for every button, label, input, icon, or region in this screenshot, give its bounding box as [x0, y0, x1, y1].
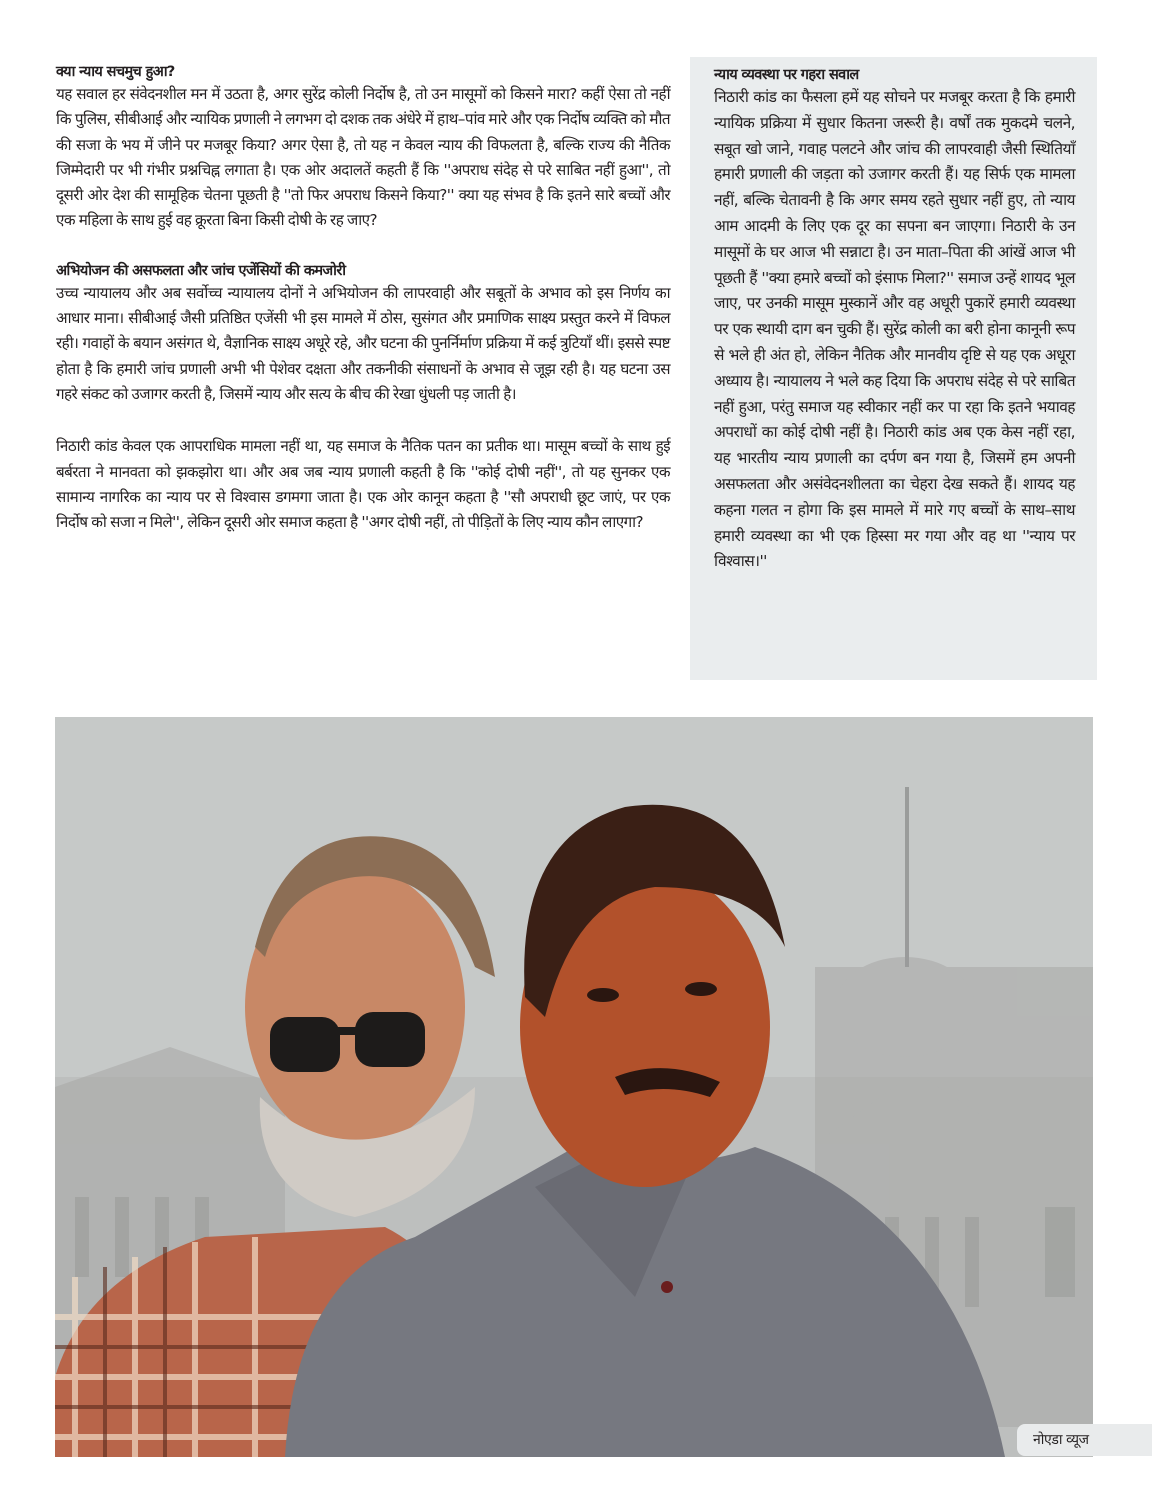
section-justice-done [56, 62, 670, 234]
section-body: यह सवाल हर संवेदनशील मन में उठता है, अगर सुरेंद्र कोली निर्दोष है, तो उन मासूमों को किसने मारा? कहीं ऐसा तो नहीं कि पुलिस, सीबीआई और न्यायिक प्रणाली ने लगभग दो दशक तक अंधेरे में हाथ–पांव मारे और एक निर्दोष व्यक्ति को मौत की सजा के भय में जीने पर मजबूर किया? अगर ऐसा है, तो यह न केवल न्याय की विफलता है, बल्कि राज्य की नैतिक जिम्मेदारी पर भी गंभीर प्रश्नचिह्न लगाता है। एक ओर अदालतें कहती हैं कि ''अपराध संदेह से परे साबित नहीं हुआ'', तो दूसरी ओर देश की सामूहिक चेतना पूछती है ''तो फिर अपराध किसने किया?'' क्या यह संभव है कि इतने सारे बच्चों और एक महिला के साथ हुई वह क्रूरता बिना किसी दोषी के रह जाए? [56, 85, 670, 230]
article-photo [55, 717, 1093, 1457]
section-prosecution-failure [56, 261, 670, 407]
main-column [56, 62, 670, 562]
section-body: उच्च न्यायालय और अब सर्वोच्च न्यायालय दोनों ने अभियोजन की लापरवाही और सबूतों के अभाव को इस निर्णय का आधार माना। सीबीआई जैसी प्रतिष्ठित एजेंसी भी इस मामले में ठोस, सुसंगत और प्रमाणिक साक्ष्य प्रस्तुत करने में विफल रही। गवाहों के बयान असंगत थे, वैज्ञानिक साक्ष्य अधूरे रहे, और घटना की पुनर्निर्माण प्रक्रिया में कई त्रुटियाँ थीं। इससे स्पष्ट होता है कि हमारी जांच प्रणाली अभी भी पेशेवर दक्षता और तकनीकी संसाधनों के अभाव से जूझ रही है। यह घटना उस गहरे संकट को उजागर करती है, जिसमें न्याय और सत्य के बीच की रेखा धुंधली पड़ जाती है। [56, 283, 670, 403]
section-heading: क्या न्याय सचमुच हुआ? [56, 64, 175, 80]
photo-illustration [55, 717, 1093, 1457]
sidebar-heading: न्याय व्यवस्था पर गहरा सवाल [714, 67, 859, 83]
sidebar-box [690, 57, 1097, 680]
section-body: निठारी कांड केवल एक आपराधिक मामला नहीं था, यह समाज के नैतिक पतन का प्रतीक था। मासूम बच्चों के साथ हुई बर्बरता ने मानवता को झकझोरा था। और अब जब न्याय प्रणाली कहती है कि ''कोई दोषी नहीं'', तो यह सुनकर एक सामान्य नागरिक का न्याय पर से विश्वास डगमगा जाता है। एक ओर कानून कहता है ''सौ अपराधी छूट जाएं, पर एक निर्दोष को सजा न मिले'', लेकिन दूसरी ओर समाज कहता है ''अगर दोषी नहीं, तो पीड़ितों के लिए न्याय कौन लाएगा? [56, 437, 670, 532]
photo-credit-tag: नोएडा व्यूज [1017, 1424, 1152, 1456]
section-heading: अभियोजन की असफलता और जांच एजेंसियों की कमजोरी [56, 262, 346, 279]
sidebar-body: निठारी कांड का फैसला हमें यह सोचने पर मजबूर करता है कि हमारी न्यायिक प्रक्रिया में सुधार कितना जरूरी है। वर्षों तक मुकदमे चलने, सबूत खो जाने, गवाह पलटने और जांच की लापरवाही जैसी स्थितियाँ हमारी प्रणाली की जड़ता को उजागर करती हैं। यह सिर्फ एक मामला नहीं, बल्कि चेतावनी है कि अगर समय रहते सुधार नहीं हुए, तो न्याय आम आदमी के लिए एक दूर का सपना बन जाएगा। निठारी के उन मासूमों के घर आज भी सन्नाटा है। उन माता–पिता की आंखें आज भी पूछती हैं ''क्या हमारे बच्चों को इंसाफ मिला?'' समाज उन्हें शायद भूल जाए, पर उनकी मासूम मुस्कानें और वह अधूरी पुकारें हमारी व्यवस्था पर एक स्थायी दाग बन चुकी हैं। सुरेंद्र कोली का बरी होना कानूनी रूप से भले ही अंत हो, लेकिन नैतिक और मानवीय दृष्टि से यह एक अधूरा अध्याय है। न्यायालय ने भले कह दिया कि अपराध संदेह से परे साबित नहीं हुआ, परंतु समाज यह स्वीकार नहीं कर पा रहा कि इतने भयावह अपराधों का कोई दोषी नहीं है। निठारी कांड अब एक केस नहीं रहा, यह भारतीय न्याय प्रणाली का दर्पण बन गया है, जिसमें हम अपनी असफलता और असंवेदनशीलता का चेहरा देख सकते हैं। शायद यह कहना गलत न होगा कि इस मामले में मारे गए बच्चों के साथ–साथ हमारी व्यवस्था का भी एक हिस्सा मर गया और वह था ''न्याय पर विश्वास।'' [714, 88, 1075, 571]
section-nithari-moral [56, 434, 670, 535]
